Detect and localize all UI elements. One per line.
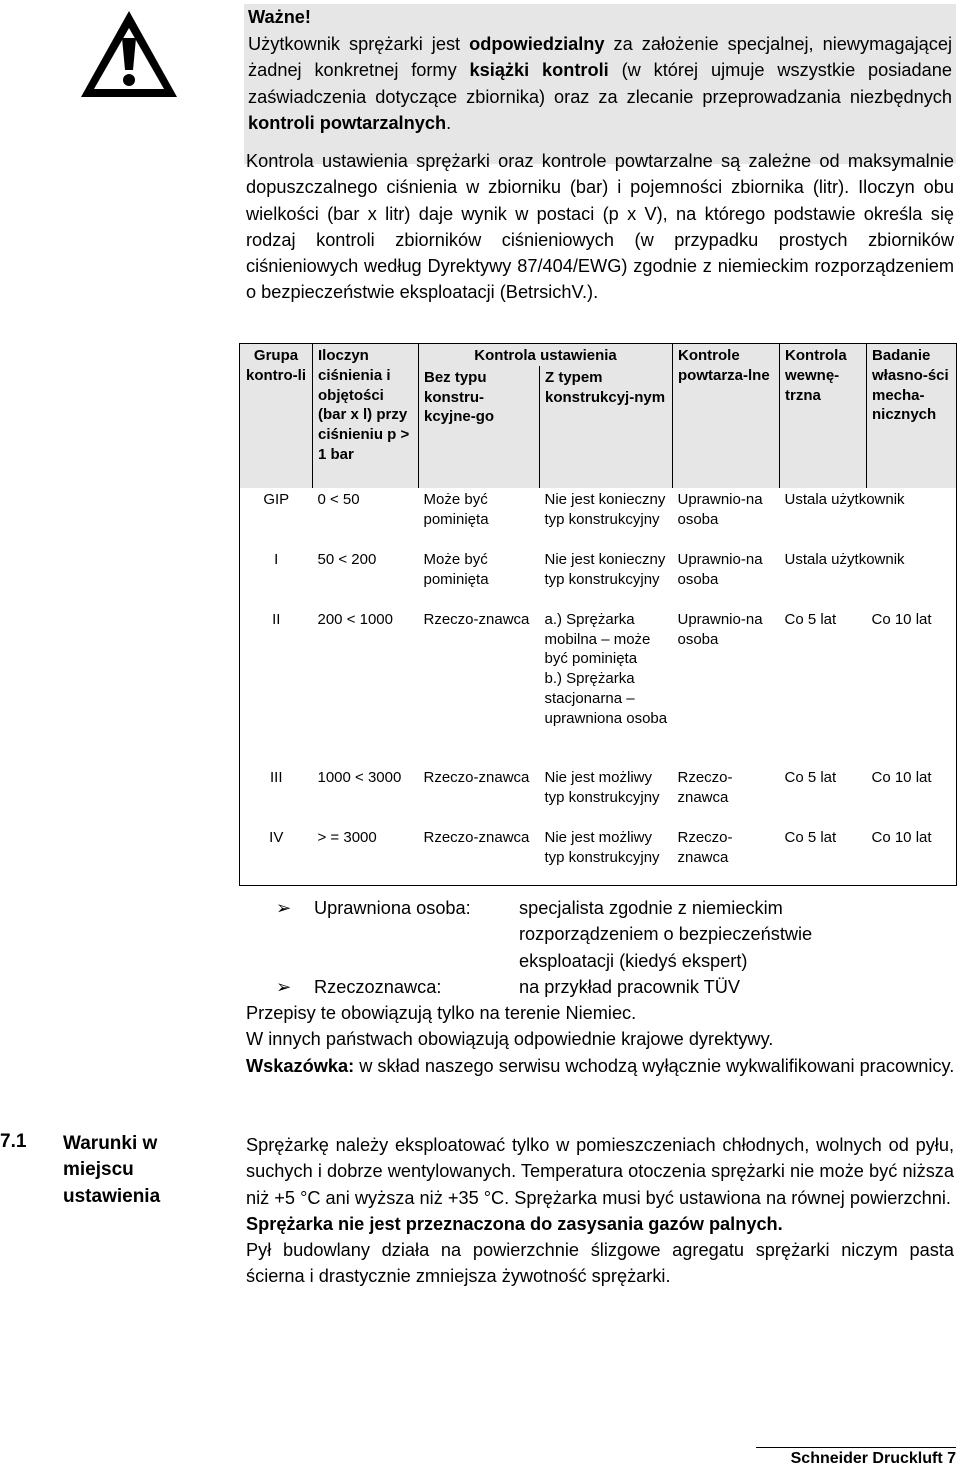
cell-group: I [240, 548, 313, 608]
warning-text-4: . [446, 113, 452, 133]
header-periodic: Kontrole powtarza-lne [673, 344, 780, 488]
cell-periodic: Rzeczo-znawca [673, 826, 780, 886]
section-paragraph: Sprężarkę należy eksploatować tylko w pomieszczeniach chłodnych, wolnych od pyłu, suchych i dobrze wentylowanych. Temperatura otoczenia sprężarki nie może być niższa niż +5 °C ani wyższa niż +35 °C. Sprężarka musi być ustawiona na równej powierzchni. [246, 1135, 954, 1208]
cell-product: > = 3000 [313, 826, 419, 886]
hint-label: Wskazówka: [246, 1055, 355, 1076]
bullet-value: specjalista zgodnie z niemieckim [519, 898, 783, 918]
cell-group: GIP [240, 488, 313, 548]
warning-text-1: Użytkownik sprężarki jest [248, 33, 470, 54]
bullet-continuation [246, 921, 956, 947]
bullet-item [246, 895, 956, 921]
cell-user-defined: Ustala użytkownik [780, 488, 957, 548]
table-row [240, 826, 957, 886]
header-group: Grupa kontro-li [240, 344, 313, 488]
warning-text-2: za założenie specjalnej, niewymagającej żadnej konkretnej formy [248, 33, 952, 80]
page-footer: Schneider Druckluft 7 [756, 1447, 956, 1468]
warning-text-3: (w której ujmuje wszystkie posiadane zaświadczenia dotyczące zbiornika) oraz za zlecanie przeprowadzania niezbędnych [248, 60, 952, 107]
bullet-label: Rzeczoznawca: [314, 976, 442, 997]
intro-text: Kontrola ustawienia sprężarki oraz kontrole powtarzalne są zależne od maksymalnie dopuszczalnego ciśnienia w zbiorniku (bar) i pojemności zbiornika (litr). Iloczyn obu wielkości (bar x litr) daje wynik w postaci (p x V), na którego podstawie określa się rodzaj kontroli zbiorników ciśnieniowych (w przypadku prostych zbiorników ciśnieniowych według Dyrektywy 87/404/EWG) zgodnie z niemieckim rozporządzeniem o bezpieczeństwie eksploatacji (BetrsichV.). [246, 151, 954, 303]
cell-mech: Co 10 lat [867, 766, 957, 826]
cell-setup-a: Rzeczo-znawca [423, 610, 530, 628]
cell-setup-b-stationary: b.) Sprężarka stacjonarna – uprawniona osoba [544, 670, 668, 727]
section-title: Warunki w miejscu ustawienia [63, 1133, 161, 1207]
section-warning: Sprężarka nie jest przeznaczona do zasysania gazów palnych. [246, 1213, 783, 1234]
bullet-continuation [246, 948, 956, 974]
hint-text: w skład naszego serwisu wchodzą wyłącznie wykwalifikowani pracownicy. [354, 1055, 955, 1076]
table-row [240, 766, 957, 826]
cell-user-defined: Ustala użytkownik [780, 548, 957, 608]
cell-setup-b [540, 608, 673, 766]
section-paragraph: Pył budowlany działa na powierzchnie ślizgowe agregatu sprężarki niczym pasta ścierna i drastycznie zmniejsza żywotność sprężarki. [246, 1240, 954, 1287]
bullet-label: Uprawniona osoba: [314, 898, 471, 918]
cell-product: 0 < 50 [317, 490, 360, 508]
bullet-item [246, 974, 956, 1000]
cell-setup-b: Nie jest konieczny typ konstrukcyjny [544, 490, 666, 528]
table-row [240, 548, 957, 608]
cell-setup-b: Nie jest konieczny typ konstrukcyjny [544, 550, 666, 588]
cell-group: III [240, 766, 313, 826]
intro-paragraph [246, 148, 954, 306]
arrow-bullet-icon: ➢ [276, 976, 292, 997]
header-mech: Badanie własno-ści mecha-nicznych [867, 344, 957, 488]
cell-group: II [240, 608, 313, 766]
header-internal: Kontrola wewnę-trzna [780, 344, 867, 488]
cell-mech: Co 10 lat [867, 608, 957, 766]
cell-mech: Co 10 lat [867, 826, 957, 886]
cell-internal: Co 5 lat [784, 610, 837, 628]
cell-product: 1000 < 3000 [317, 768, 402, 786]
control-table [239, 343, 957, 886]
arrow-bullet-icon: ➢ [276, 898, 292, 918]
definitions-block [246, 895, 956, 1079]
cell-setup-a: Może być pominięta [423, 550, 489, 588]
cell-setup-b: Nie jest możliwy typ konstrukcyjny [544, 768, 660, 806]
bullet-value: na przykład pracownik TÜV [519, 976, 741, 997]
note-line: W innych państwach obowiązują odpowiednie krajowe dyrektywy. [246, 1029, 774, 1050]
table-header-row [240, 344, 957, 366]
cell-setup-b: Nie jest możliwy typ konstrukcyjny [540, 826, 673, 886]
header-setup-a: Bez typu konstru-kcyjne-go [419, 366, 540, 488]
note-line: Przepisy te obowiązują tylko na terenie Niemiec. [246, 1003, 637, 1024]
section-body [246, 1132, 954, 1290]
table-row [240, 608, 957, 766]
warning-bold-2: książki kontroli [469, 60, 609, 80]
header-setup-b: Z typem konstrukcyj-nym [540, 366, 673, 488]
cell-product: 200 < 1000 [317, 610, 393, 628]
cell-setup-b-mobile: a.) Sprężarka mobilna – może być pominięta [544, 610, 651, 668]
header-setup: Kontrola ustawienia [419, 344, 673, 366]
table-row [240, 488, 957, 548]
cell-periodic: Uprawnio-na osoba [677, 550, 763, 588]
cell-periodic: Uprawnio-na osoba [677, 610, 763, 648]
cell-periodic: Rzeczo-znawca [677, 768, 733, 806]
cell-group: IV [240, 826, 313, 886]
header-product: Iloczyn ciśnienia i objętości (bar x l) przy ciśnieniu p > 1 bar [313, 344, 419, 488]
cell-periodic: Uprawnio-na osoba [677, 490, 763, 528]
cell-internal: Co 5 lat [784, 768, 837, 786]
warning-triangle-icon [78, 8, 180, 100]
warning-bold-3: kontroli powtarzalnych [248, 113, 447, 133]
warning-box [244, 4, 956, 164]
cell-setup-a: Rzeczo-znawca [419, 826, 540, 886]
cell-setup-a: Rzeczo-znawca [423, 768, 530, 786]
cell-product: 50 < 200 [317, 550, 377, 568]
section-number: 7.1 [0, 1131, 27, 1152]
bullet-value: rozporządzeniem o bezpieczeństwie [519, 924, 813, 945]
warning-title: Ważne! [248, 7, 311, 27]
warning-bold-1: odpowiedzialny [469, 33, 605, 54]
hint [246, 1053, 956, 1079]
cell-setup-a: Może być pominięta [423, 490, 489, 528]
cell-internal: Co 5 lat [780, 826, 867, 886]
bullet-value: eksploatacji (kiedyś ekspert) [519, 950, 748, 971]
